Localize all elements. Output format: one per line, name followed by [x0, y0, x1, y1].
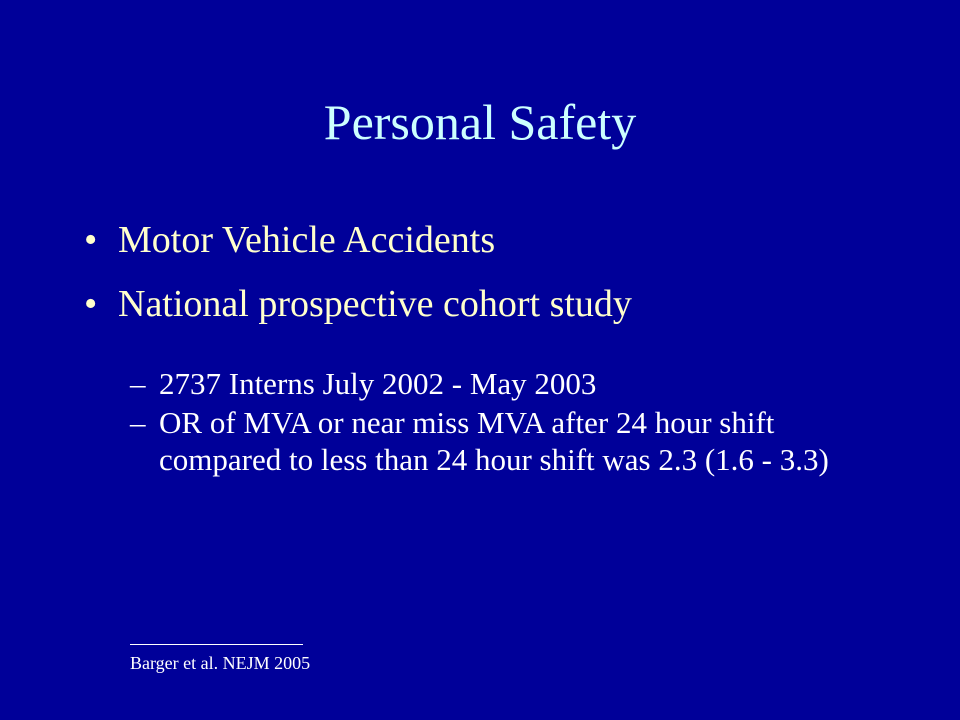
bullet-item — [84, 281, 632, 327]
sub-bullet-item — [130, 404, 890, 478]
sub-bullet-text: OR of MVA or near miss MVA after 24 hour shift compared to less than 24 hour shift was 2.3 (1.6 - 3.3) — [159, 405, 829, 477]
bullet-text: Motor Vehicle Accidents — [118, 219, 496, 261]
footnote-citation: Barger et al. NEJM 2005 — [130, 653, 311, 673]
sub-bullet-item — [130, 365, 890, 402]
slide-title: Personal Safety — [323, 94, 637, 150]
sub-bullet-marker: – — [130, 405, 146, 440]
bullet-marker: • — [84, 219, 98, 261]
bullet-marker: • — [84, 283, 98, 325]
bullet-item — [84, 217, 495, 263]
sub-bullet-marker: – — [130, 366, 146, 401]
footnote-divider — [130, 644, 303, 645]
bullet-text: National prospective cohort study — [118, 283, 632, 325]
sub-bullet-text: 2737 Interns July 2002 - May 2003 — [159, 366, 597, 401]
